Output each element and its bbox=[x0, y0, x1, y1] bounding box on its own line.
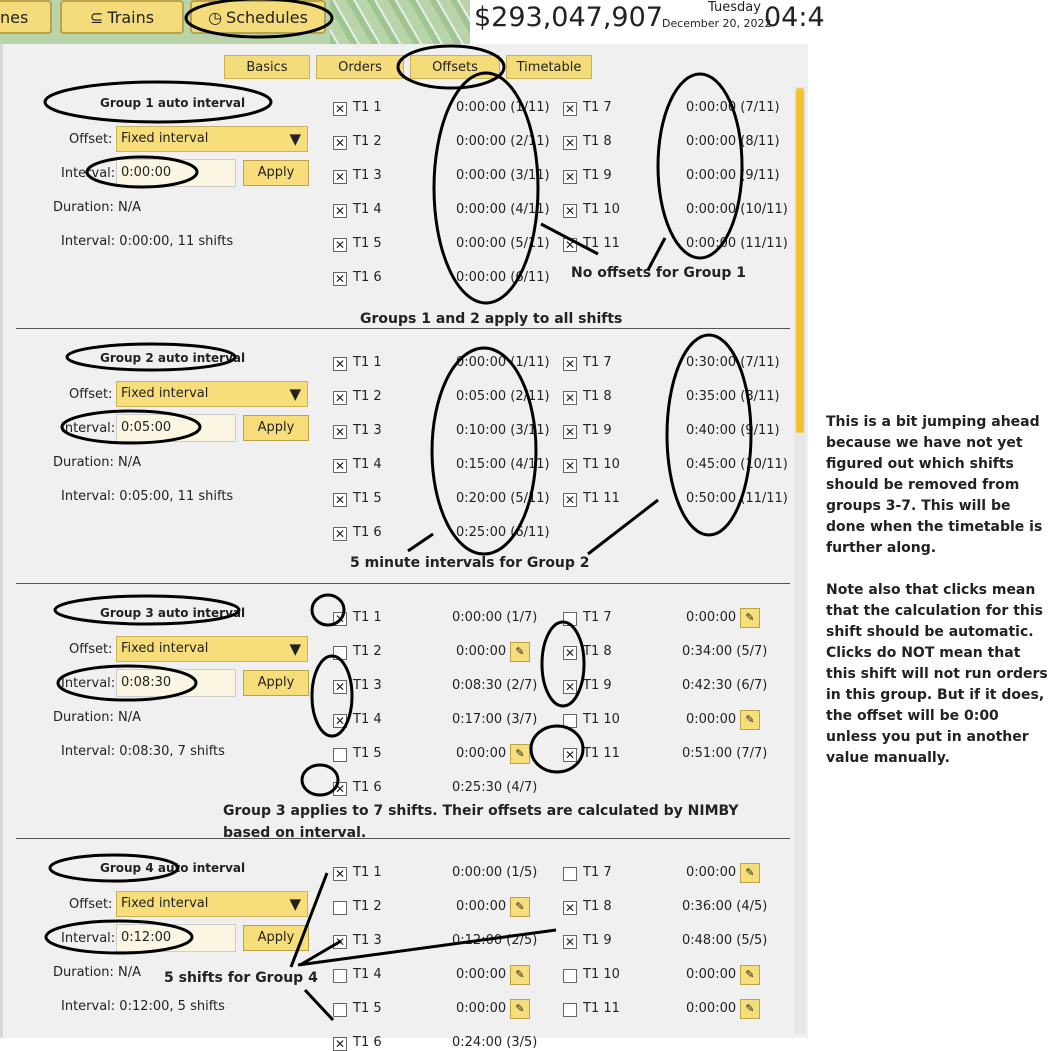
shift-label: T1 5 bbox=[353, 746, 382, 761]
shift-label: T1 9 bbox=[583, 933, 612, 948]
offset-dropdown-value: Fixed interval bbox=[121, 386, 209, 401]
shift-label: T1 8 bbox=[583, 389, 612, 404]
interval-summary: Interval: 0:05:00, 11 shifts bbox=[61, 489, 234, 504]
shift-checkbox[interactable]: ✕ bbox=[334, 782, 346, 796]
shift-checkbox[interactable]: ✕ bbox=[334, 238, 346, 252]
shift-label: T1 4 bbox=[353, 712, 382, 727]
pencil-icon: ✎ bbox=[745, 968, 755, 981]
shift-offset: 0:00:00 (1/11) bbox=[456, 100, 550, 115]
shift-label: T1 10 bbox=[583, 457, 620, 472]
shift-label: T1 4 bbox=[353, 457, 382, 472]
interval-summary: Interval: 0:08:30, 7 shifts bbox=[61, 744, 225, 759]
shift-offset: 0:00:00 (1/5) bbox=[452, 865, 538, 880]
shift-checkbox[interactable]: ✕ bbox=[334, 459, 346, 473]
shift-offset: 0:34:00 (5/7) bbox=[682, 644, 768, 659]
shift-offset: 0:00:00 (6/11) bbox=[456, 270, 550, 285]
shift-offset: 0:40:00 (9/11) bbox=[686, 423, 780, 438]
pencil-icon: ✎ bbox=[745, 866, 755, 879]
shift-offset: 0:10:00 (3/11) bbox=[456, 423, 550, 438]
interval-label: Interval: bbox=[61, 676, 116, 691]
clock-icon: ◷ bbox=[208, 7, 223, 27]
shift-label: T1 10 bbox=[583, 967, 620, 982]
shift-checkbox[interactable]: ✕ bbox=[564, 748, 576, 762]
shift-offset: 0:51:00 (7/7) bbox=[682, 746, 768, 761]
chevron-down-icon: ▼ bbox=[289, 385, 301, 403]
shift-checkbox[interactable]: ✕ bbox=[334, 391, 346, 405]
shift-label: T1 6 bbox=[353, 525, 382, 540]
duration-label: Duration: N/A bbox=[53, 710, 141, 725]
annotation-group3-line2: based on interval. bbox=[223, 825, 367, 841]
weekday-display: Tuesday bbox=[708, 0, 761, 15]
chevron-down-icon: ▼ bbox=[289, 130, 301, 148]
pencil-icon: ✎ bbox=[515, 900, 525, 913]
shift-offset: 0:00:00 (9/11) bbox=[686, 168, 780, 183]
shift-checkbox[interactable]: ✕ bbox=[334, 170, 346, 184]
shift-offset: 0:00:00 (1/7) bbox=[452, 610, 538, 625]
pencil-icon: ✎ bbox=[515, 645, 525, 658]
shift-checkbox[interactable]: ✕ bbox=[334, 102, 346, 116]
shift-label: T1 3 bbox=[353, 423, 382, 438]
shift-checkbox[interactable]: ✕ bbox=[564, 459, 576, 473]
shift-label: T1 2 bbox=[353, 134, 382, 149]
shift-label: T1 1 bbox=[353, 610, 382, 625]
shift-label: T1 10 bbox=[583, 202, 620, 217]
date-display: December 20, 2022 bbox=[662, 17, 772, 30]
shift-label: T1 3 bbox=[353, 933, 382, 948]
shift-offset: 0:12:00 (2/5) bbox=[452, 933, 538, 948]
shift-offset: 0:00:00 bbox=[456, 644, 507, 659]
side-note-paragraph-1: This is a bit jumping ahead because we have not yet figured out which shifts should be removed from groups 3-7. This will be done when the timetable is further along. bbox=[826, 414, 1043, 556]
shift-label: T1 5 bbox=[353, 236, 382, 251]
offset-dropdown-value: Fixed interval bbox=[121, 641, 209, 656]
shift-offset: 0:00:00 (4/11) bbox=[456, 202, 550, 217]
shift-offset: 0:00:00 bbox=[456, 1001, 507, 1016]
tab-offsets-label: Offsets bbox=[432, 59, 478, 75]
interval-input[interactable]: 0:05:00 bbox=[116, 414, 236, 442]
annotation-no-offsets: No offsets for Group 1 bbox=[571, 265, 746, 281]
pencil-icon: ✎ bbox=[745, 611, 755, 624]
shift-checkbox[interactable]: ✕ bbox=[334, 527, 346, 541]
shift-offset: 0:00:00 (8/11) bbox=[686, 134, 780, 149]
interval-input[interactable]: 0:12:00 bbox=[116, 924, 236, 952]
shift-offset: 0:00:00 (3/11) bbox=[456, 168, 550, 183]
group-title: Group 3 auto interval bbox=[100, 606, 246, 620]
shift-offset: 0:42:30 (6/7) bbox=[682, 678, 768, 693]
shift-label: T1 7 bbox=[583, 865, 612, 880]
shift-checkbox[interactable]: ✕ bbox=[564, 680, 576, 694]
shift-label: T1 2 bbox=[353, 644, 382, 659]
shift-offset: 0:00:00 (2/11) bbox=[456, 134, 550, 149]
shift-label: T1 4 bbox=[353, 202, 382, 217]
shift-checkbox[interactable]: ✕ bbox=[564, 391, 576, 405]
apply-button[interactable]: Apply bbox=[243, 415, 309, 441]
shift-label: T1 6 bbox=[353, 1035, 382, 1050]
shift-checkbox[interactable]: ✕ bbox=[334, 136, 346, 150]
annotation-five-minute: 5 minute intervals for Group 2 bbox=[350, 555, 590, 571]
duration-label: Duration: N/A bbox=[53, 965, 141, 980]
pencil-icon: ✎ bbox=[515, 747, 525, 760]
shift-label: T1 8 bbox=[583, 134, 612, 149]
shift-label: T1 2 bbox=[353, 899, 382, 914]
shift-offset: 0:20:00 (5/11) bbox=[456, 491, 550, 506]
shift-label: T1 8 bbox=[583, 899, 612, 914]
shift-offset: 0:24:00 (3/5) bbox=[452, 1035, 538, 1050]
shift-offset: 0:50:00 (11/11) bbox=[686, 491, 788, 506]
shift-offset: 0:00:00 bbox=[456, 967, 507, 982]
duration-label: Duration: N/A bbox=[53, 200, 141, 215]
shift-checkbox[interactable]: ✕ bbox=[564, 425, 576, 439]
shift-offset: 0:00:00 bbox=[686, 865, 737, 880]
shift-offset: 0:00:00 (10/11) bbox=[686, 202, 788, 217]
group-title: Group 1 auto interval bbox=[100, 96, 246, 110]
shift-checkbox[interactable]: ✕ bbox=[564, 238, 576, 252]
shift-checkbox[interactable]: ✕ bbox=[334, 714, 346, 728]
shift-label: T1 9 bbox=[583, 168, 612, 183]
offset-label: Offset: bbox=[69, 387, 113, 402]
money-display: $293,047,907 bbox=[474, 2, 663, 33]
shift-checkbox[interactable]: ✕ bbox=[564, 901, 576, 915]
shift-offset: 0:08:30 (2/7) bbox=[452, 678, 538, 693]
shift-checkbox[interactable]: ✕ bbox=[334, 204, 346, 218]
shift-offset: 0:00:00 bbox=[686, 967, 737, 982]
shift-offset: 0:00:00 (11/11) bbox=[686, 236, 788, 251]
shift-offset: 0:00:00 bbox=[686, 610, 737, 625]
shift-offset: 0:15:00 (4/11) bbox=[456, 457, 550, 472]
shift-label: T1 1 bbox=[353, 865, 382, 880]
shift-offset: 0:48:00 (5/5) bbox=[682, 933, 768, 948]
shift-checkbox[interactable]: ✕ bbox=[564, 170, 576, 184]
shift-offset: 0:00:00 (5/11) bbox=[456, 236, 550, 251]
shift-label: T1 1 bbox=[353, 355, 382, 370]
shift-label: T1 9 bbox=[583, 423, 612, 438]
shift-offset: 0:00:00 (1/11) bbox=[456, 355, 550, 370]
shift-label: T1 5 bbox=[353, 491, 382, 506]
pencil-icon: ✎ bbox=[515, 968, 525, 981]
interval-input[interactable]: 0:08:30 bbox=[116, 669, 236, 697]
shift-offset: 0:00:00 bbox=[456, 899, 507, 914]
shift-checkbox[interactable]: ✕ bbox=[564, 204, 576, 218]
shift-checkbox[interactable]: ✕ bbox=[564, 102, 576, 116]
apply-button[interactable]: Apply bbox=[243, 670, 309, 696]
offset-dropdown-value: Fixed interval bbox=[121, 131, 209, 146]
shift-label: T1 2 bbox=[353, 389, 382, 404]
shift-offset: 0:00:00 bbox=[456, 746, 507, 761]
shift-label: T1 6 bbox=[353, 780, 382, 795]
shift-label: T1 4 bbox=[353, 967, 382, 982]
shift-label: T1 3 bbox=[353, 168, 382, 183]
offset-label: Offset: bbox=[69, 642, 113, 657]
interval-summary: Interval: 0:12:00, 5 shifts bbox=[61, 999, 225, 1014]
shift-offset: 0:35:00 (8/11) bbox=[686, 389, 780, 404]
train-icon: ⊆ bbox=[89, 7, 104, 27]
shift-label: T1 7 bbox=[583, 610, 612, 625]
pencil-icon: ✎ bbox=[515, 1002, 525, 1015]
shift-checkbox[interactable]: ✕ bbox=[334, 1037, 346, 1051]
shift-label: T1 5 bbox=[353, 1001, 382, 1016]
interval-summary: Interval: 0:00:00, 11 shifts bbox=[61, 234, 234, 249]
shift-label: T1 11 bbox=[583, 491, 620, 506]
shift-offset: 0:25:30 (4/7) bbox=[452, 780, 538, 795]
shift-label: T1 3 bbox=[353, 678, 382, 693]
apply-button[interactable]: Apply bbox=[243, 160, 309, 186]
shift-checkbox[interactable]: ✕ bbox=[334, 612, 346, 626]
shift-label: T1 7 bbox=[583, 100, 612, 115]
shift-label: T1 11 bbox=[583, 746, 620, 761]
group-title: Group 4 auto interval bbox=[100, 861, 246, 875]
interval-label: Interval: bbox=[61, 166, 116, 181]
shift-checkbox[interactable]: ✕ bbox=[334, 272, 346, 286]
shift-offset: 0:00:00 bbox=[686, 1001, 737, 1016]
time-display: 04:4 bbox=[764, 2, 825, 33]
shift-checkbox[interactable]: ✕ bbox=[334, 935, 346, 949]
shift-label: T1 10 bbox=[583, 712, 620, 727]
shift-label: T1 8 bbox=[583, 644, 612, 659]
shift-checkbox[interactable]: ✕ bbox=[334, 680, 346, 694]
shift-offset: 0:17:00 (3/7) bbox=[452, 712, 538, 727]
shift-label: T1 11 bbox=[583, 236, 620, 251]
shift-checkbox[interactable]: ✕ bbox=[334, 493, 346, 507]
tab-orders-label: Orders bbox=[338, 59, 382, 75]
annotation-five-shifts: 5 shifts for Group 4 bbox=[164, 970, 318, 986]
shift-offset: 0:05:00 (2/11) bbox=[456, 389, 550, 404]
shift-label: T1 1 bbox=[353, 100, 382, 115]
interval-label: Interval: bbox=[61, 931, 116, 946]
pencil-icon: ✎ bbox=[745, 713, 755, 726]
offset-label: Offset: bbox=[69, 132, 113, 147]
pencil-icon: ✎ bbox=[745, 1002, 755, 1015]
shift-checkbox[interactable]: ✕ bbox=[564, 935, 576, 949]
shift-label: T1 11 bbox=[583, 1001, 620, 1016]
shift-checkbox[interactable]: ✕ bbox=[334, 357, 346, 371]
shift-label: T1 9 bbox=[583, 678, 612, 693]
offset-dropdown-value: Fixed interval bbox=[121, 896, 209, 911]
annotation-group3-line1: Group 3 applies to 7 shifts. Their offsets are calculated by NIMBY bbox=[223, 803, 739, 819]
shift-offset: 0:00:00 (7/11) bbox=[686, 100, 780, 115]
interval-label: Interval: bbox=[61, 421, 116, 436]
chevron-down-icon: ▼ bbox=[289, 640, 301, 658]
shift-offset: 0:00:00 bbox=[686, 712, 737, 727]
duration-label: Duration: N/A bbox=[53, 455, 141, 470]
tab-timetable-label: Timetable bbox=[516, 59, 582, 75]
group-title: Group 2 auto interval bbox=[100, 351, 246, 365]
apply-button[interactable]: Apply bbox=[243, 925, 309, 951]
chevron-down-icon: ▼ bbox=[289, 895, 301, 913]
shift-offset: 0:30:00 (7/11) bbox=[686, 355, 780, 370]
shift-checkbox[interactable]: ✕ bbox=[564, 136, 576, 150]
shift-offset: 0:25:00 (6/11) bbox=[456, 525, 550, 540]
shift-label: T1 7 bbox=[583, 355, 612, 370]
interval-input[interactable]: 0:00:00 bbox=[116, 159, 236, 187]
schedules-tab-label: Schedules bbox=[226, 7, 308, 27]
lines-tab-label: nes bbox=[0, 7, 29, 27]
offset-label: Offset: bbox=[69, 897, 113, 912]
shift-checkbox[interactable]: ✕ bbox=[564, 493, 576, 507]
shift-checkbox[interactable]: ✕ bbox=[564, 357, 576, 371]
shift-checkbox[interactable]: ✕ bbox=[564, 646, 576, 660]
annotation-groups-1-2: Groups 1 and 2 apply to all shifts bbox=[360, 311, 623, 327]
shift-checkbox[interactable]: ✕ bbox=[334, 867, 346, 881]
side-note-paragraph-2: Note also that clicks mean that the calculation for this shift should be automatic. Clicks do NOT mean that this shift will not run orders in this group. But if it does, the offset will be 0:00 unless you put in another value manually. bbox=[826, 582, 1048, 766]
shift-offset: 0:45:00 (10/11) bbox=[686, 457, 788, 472]
shift-label: T1 6 bbox=[353, 270, 382, 285]
tab-basics-label: Basics bbox=[246, 59, 288, 75]
shift-checkbox[interactable]: ✕ bbox=[334, 425, 346, 439]
trains-tab-label: Trains bbox=[107, 7, 155, 27]
shift-offset: 0:36:00 (4/5) bbox=[682, 899, 768, 914]
